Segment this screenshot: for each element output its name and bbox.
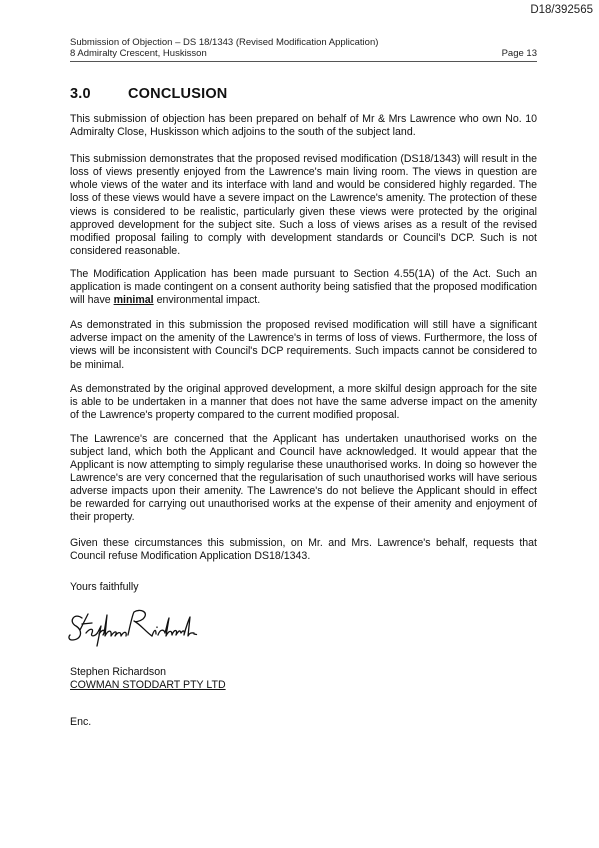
section-heading [70, 86, 227, 102]
header-address: 8 Admiralty Crescent, Huskisson [70, 48, 207, 59]
paragraph-modification-application [70, 268, 537, 307]
header-divider [70, 61, 537, 62]
paragraph-loss-of-views: This submission demonstrates that the proposed revised modification (DS18/1343) will result in the loss of views presently enjoyed from the Lawrence's main living room. The views in question are whole views of the water and its interface with land and would be considered highly regarded. The loss of these views would have a severe impact on the Lawrence's amenity. The protection of these views is considered to be realistic, particularly given these views were protected by the original approved development for the subject site. Such a loss of views arises as a result of the revised modified proposal failing to comply with development standards or Council's DCP. Such is not considered reasonable. [70, 153, 537, 257]
signer-name: Stephen Richardson [70, 666, 166, 678]
handwritten-signature [68, 606, 198, 652]
signer-block [70, 666, 226, 692]
paragraph-text: environmental impact. [153, 294, 261, 307]
paragraph-request: Given these circumstances this submission, on Mr. and Mrs. Lawrence's behalf, requests that Council refuse Modification Application DS18/1343. [70, 536, 537, 562]
body-text [70, 113, 537, 574]
signer-company: COWMAN STODDART PTY LTD [70, 679, 226, 691]
section-number: 3.0 [70, 86, 91, 102]
paragraph-unauthorised-works: The Lawrence's are concerned that the Applicant has undertaken unauthorised works on the subject land, which both the Applicant and Council have acknowledged. It would appear that the Applicant is now attempting to simply regularise these unauthorised works. In doing so however the Lawrence's are very concerned that the regularisation of such unauthorised works will have serious adverse impacts upon their amenity. The Lawrence's do not believe the Applicant should in effect be rewarded for carrying out unauthorised works at the expense of their amenity and enjoyment of their property. [70, 432, 537, 524]
header-title: Submission of Objection – DS 18/1343 (Revised Modification Application) [70, 37, 379, 48]
section-title: CONCLUSION [128, 86, 228, 102]
paragraph-intro: This submission of objection has been prepared on behalf of Mr & Mrs Lawrence who own No. 10 Admiralty Close, Huskisson which adjoins to the south of the subject land. [70, 113, 537, 139]
paragraph-text: The Modification Application has been made pursuant to Section 4.55(1A) of the Act. Such an application is made contingent on a consent authority being satisfied that the proposed modification will have [70, 267, 537, 307]
document-reference: D18/392565 [530, 4, 593, 16]
paragraph-adverse-impact: As demonstrated in this submission the proposed revised modification will still have a significant adverse impact on the amenity of the Lawrence's in terms of loss of views. Furthermore, the loss of views will be inconsistent with Council's DCP requirements. Such impacts cannot be considered to be minimal. [70, 319, 537, 371]
header-row [70, 48, 537, 59]
closing-salutation: Yours faithfully [70, 581, 139, 593]
emphasized-word: minimal [113, 294, 154, 307]
paragraph-design-approach: As demonstrated by the original approved development, a more skilful design approach for the site is able to be undertaken in a manner that does not have the same adverse impact on the amenity of the Lawrence's property compared to the current modified proposal. [70, 382, 537, 421]
enclosure-note: Enc. [70, 716, 92, 728]
page-number: Page 13 [501, 48, 537, 59]
page-header [70, 37, 537, 59]
